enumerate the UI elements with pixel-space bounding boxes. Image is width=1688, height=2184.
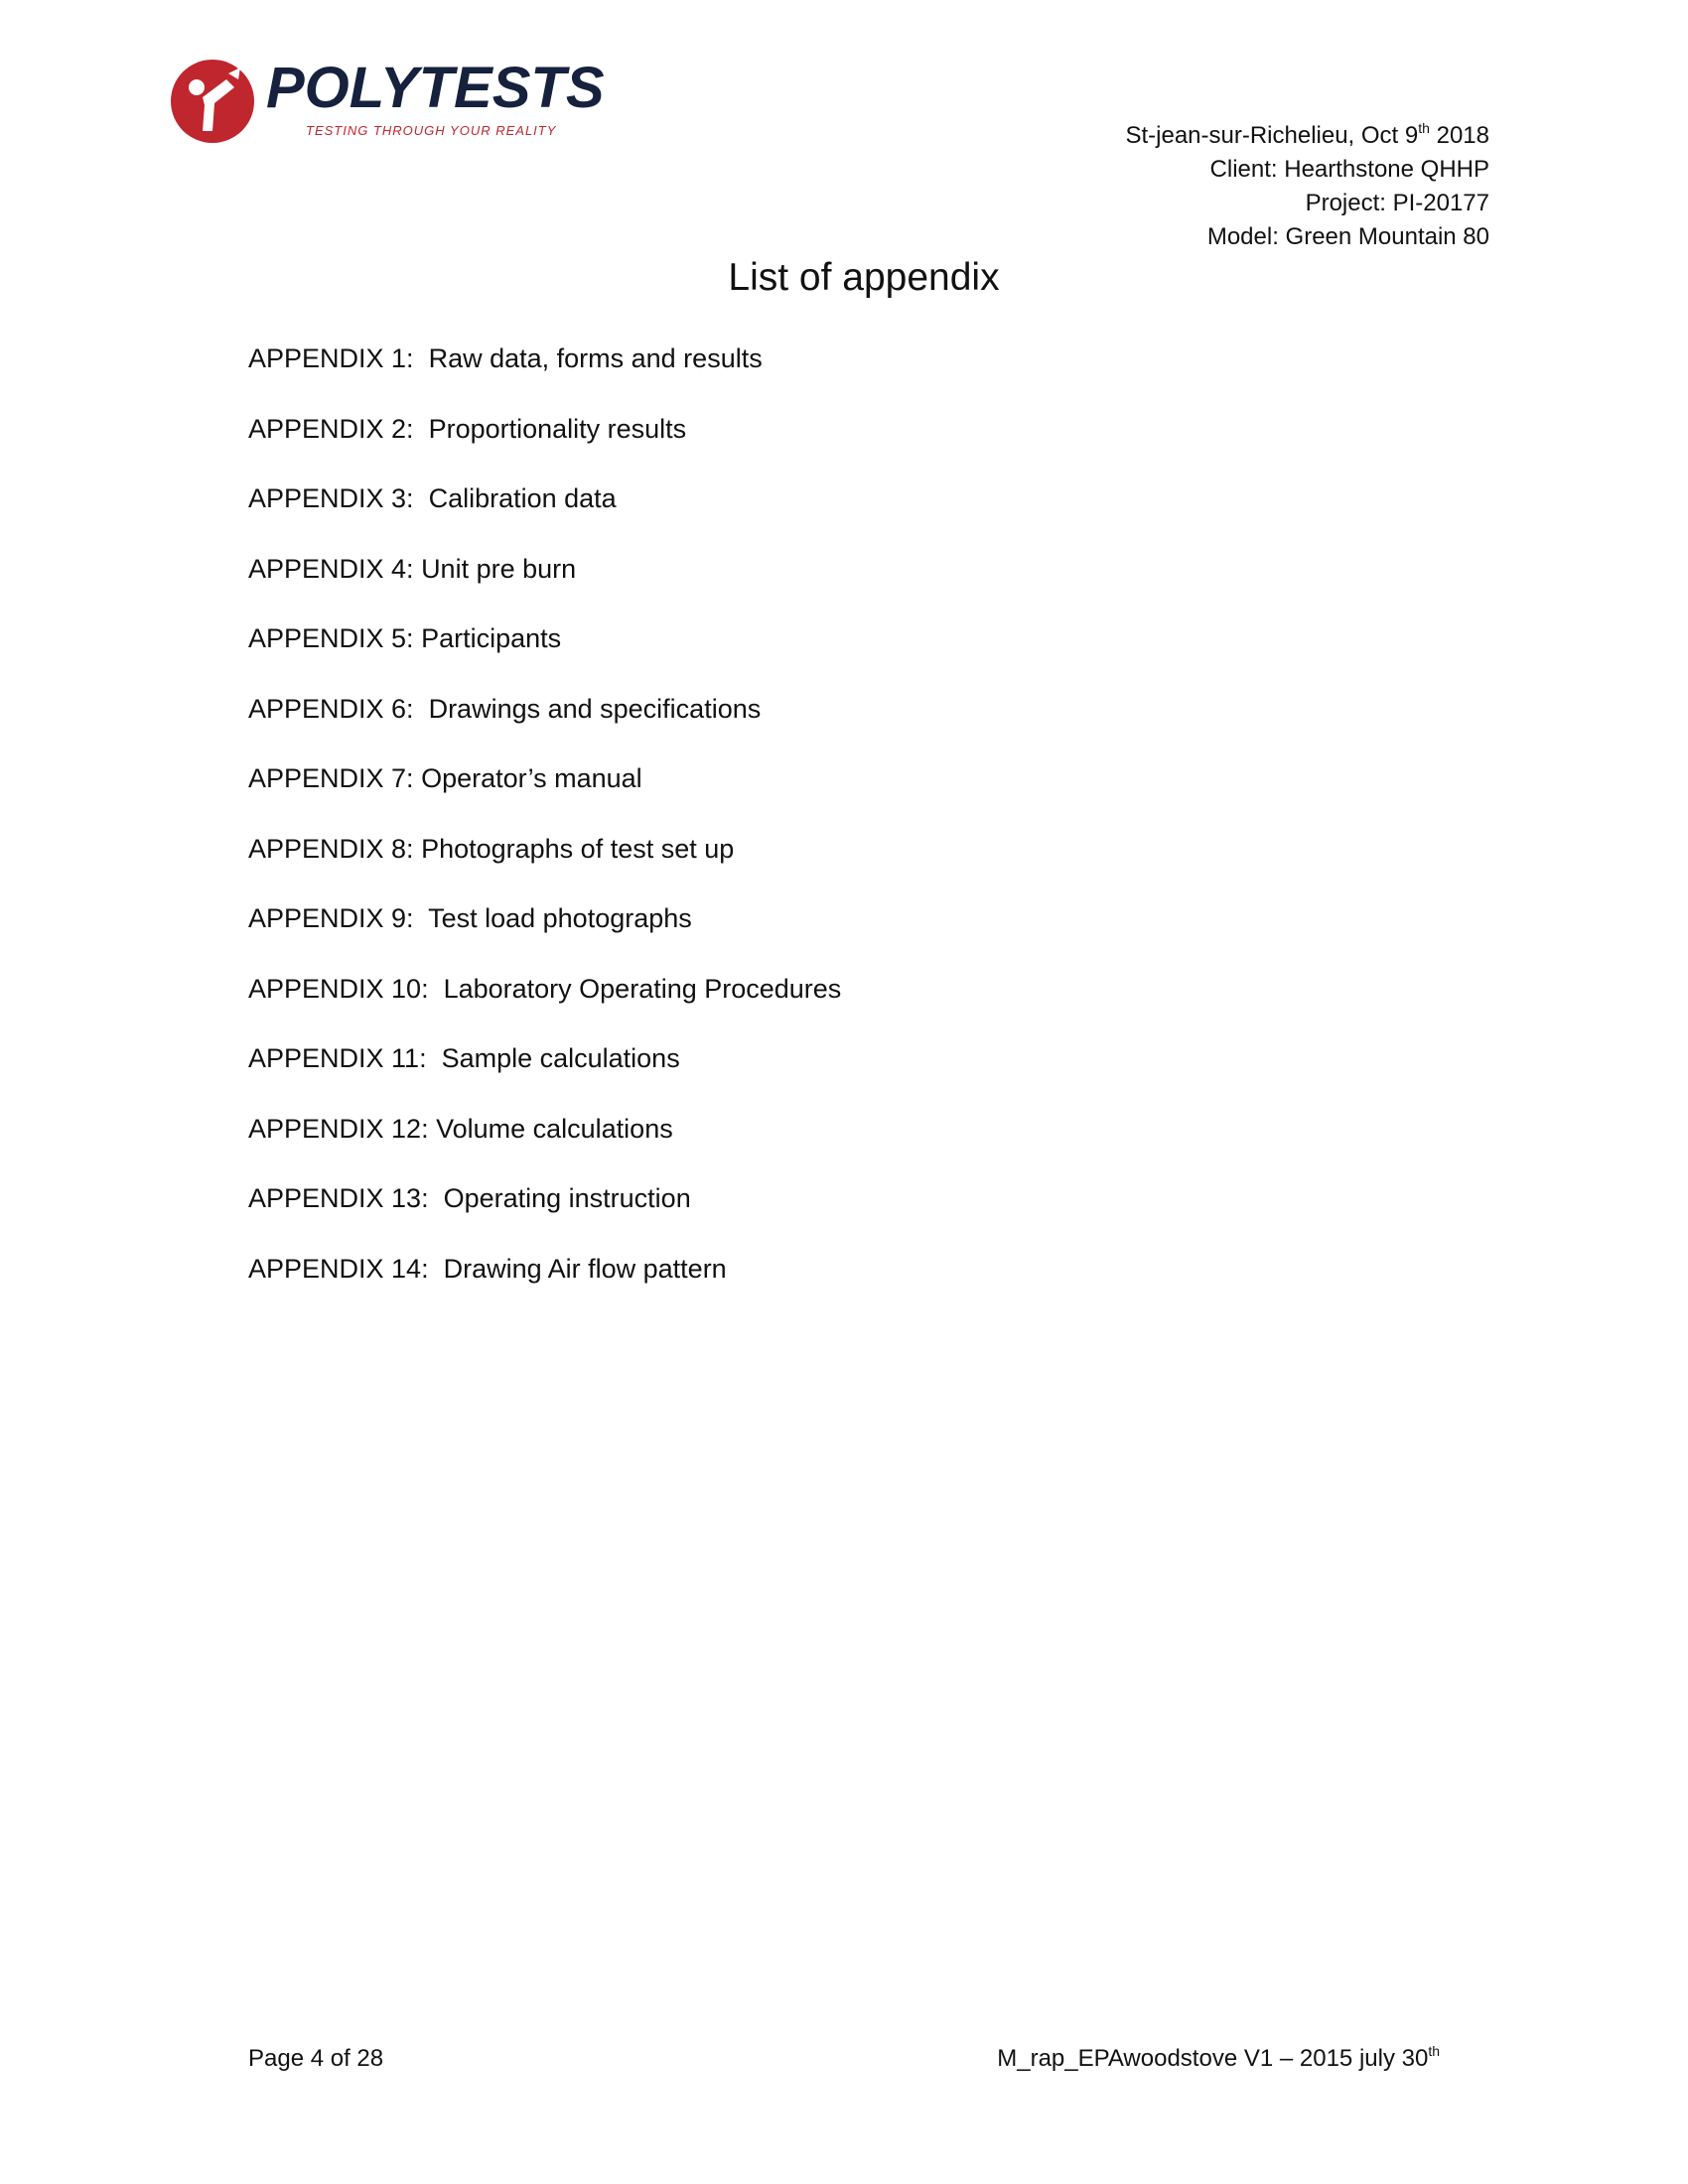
- appendix-item: APPENDIX 7: Operator’s manual: [248, 763, 642, 793]
- appendix-item: APPENDIX 6: Drawings and specifications: [248, 693, 762, 724]
- place-date-year: 2018: [1429, 122, 1489, 149]
- appendix-list: [248, 341, 841, 1320]
- document-reference-ordinal: th: [1428, 2043, 1440, 2059]
- appendix-item: APPENDIX 10: Laboratory Operating Procedures: [248, 973, 842, 1004]
- appendix-item: APPENDIX 8: Photographs of test set up: [248, 833, 735, 864]
- appendix-item: APPENDIX 13: Operating instruction: [248, 1183, 691, 1213]
- appendix-item: APPENDIX 14: Drawing Air flow pattern: [248, 1253, 727, 1284]
- place-date-text: St-jean-sur-Richelieu, Oct 9: [1125, 122, 1419, 149]
- appendix-item: APPENDIX 5: Participants: [248, 623, 562, 653]
- company-logo: [169, 58, 616, 147]
- logo-wordmark: POLYTESTS: [266, 56, 605, 120]
- model-line: Model: Green Mountain 80: [1206, 223, 1489, 250]
- document-reference: [997, 2045, 1440, 2073]
- report-header-info: [1125, 119, 1489, 254]
- page-number: Page 4 of 28: [248, 2045, 384, 2072]
- appendix-item: APPENDIX 2: Proportionality results: [248, 413, 687, 444]
- appendix-item: APPENDIX 4: Unit pre burn: [248, 553, 577, 584]
- place-date-ordinal: th: [1418, 120, 1430, 136]
- polytests-logo-icon: [169, 58, 260, 149]
- place-date: [1125, 119, 1489, 153]
- document-reference-text: M_rap_EPAwoodstove V1 – 2015 july 30: [997, 2045, 1429, 2072]
- appendix-item: APPENDIX 11: Sample calculations: [248, 1043, 680, 1073]
- logo-tagline: TESTING THROUGH YOUR REALITY: [306, 123, 557, 138]
- appendix-item: APPENDIX 3: Calibration data: [248, 483, 617, 513]
- appendix-item: APPENDIX 9: Test load photographs: [248, 903, 692, 933]
- project-line: Project: PI-20177: [1305, 190, 1489, 216]
- client-line: Client: Hearthstone QHHP: [1209, 156, 1489, 183]
- appendix-item: APPENDIX 1: Raw data, forms and results: [248, 343, 763, 373]
- page-title: List of appendix: [728, 256, 1000, 299]
- appendix-item: APPENDIX 12: Volume calculations: [248, 1113, 673, 1144]
